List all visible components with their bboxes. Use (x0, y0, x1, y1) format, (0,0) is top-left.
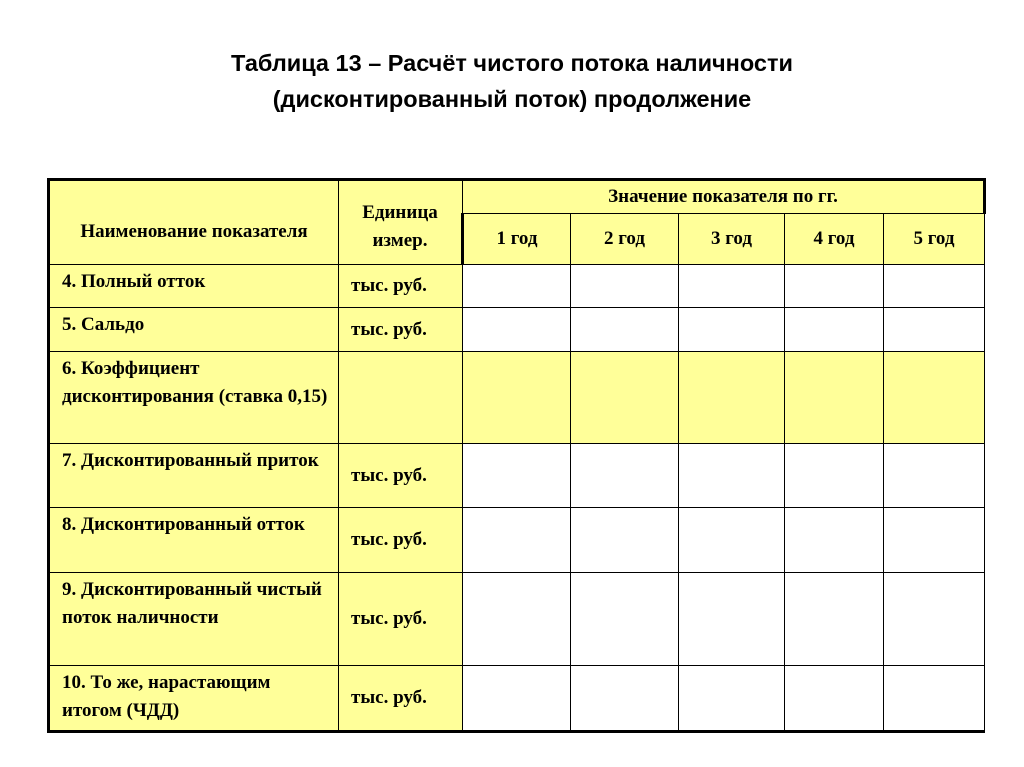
row-unit: тыс. руб. (339, 308, 463, 352)
header-unit-column: Единица измер. (339, 180, 463, 265)
row-unit: тыс. руб. (339, 666, 463, 732)
value-cell (679, 352, 785, 444)
header-year-3: 3 год (679, 214, 785, 265)
value-cell (785, 666, 884, 732)
value-cell (884, 444, 985, 508)
value-cell (884, 265, 985, 308)
table-row (49, 265, 985, 308)
value-cell (785, 508, 884, 573)
header-values-group: Значение показателя по гг. (463, 180, 985, 214)
row-name: 4. Полный отток (49, 265, 339, 308)
value-cell (463, 508, 571, 573)
table-row (49, 573, 985, 666)
value-cell (679, 573, 785, 666)
row-name: 5. Сальдо (49, 308, 339, 352)
row-unit: тыс. руб. (339, 573, 463, 666)
value-cell (463, 666, 571, 732)
title-line-2: (дисконтированный поток) продолжение (272, 86, 752, 112)
header-year-2: 2 год (571, 214, 679, 265)
value-cell (679, 265, 785, 308)
header-year-1: 1 год (463, 214, 571, 265)
value-cell (884, 666, 985, 732)
table-row (49, 352, 985, 444)
value-cell (785, 308, 884, 352)
value-cell (463, 265, 571, 308)
value-cell (884, 352, 985, 444)
header-year-4: 4 год (785, 214, 884, 265)
header-name-column: Наименование показателя (49, 180, 339, 265)
value-cell (571, 508, 679, 573)
value-cell (785, 444, 884, 508)
row-name: 7. Дисконтированный приток (49, 444, 339, 508)
row-name: 9. Дисконтированный чистый поток наличности (49, 573, 339, 666)
value-cell (884, 508, 985, 573)
row-name: 10. То же, нарастающим итогом (ЧДД) (49, 666, 339, 732)
value-cell (463, 444, 571, 508)
value-cell (785, 352, 884, 444)
value-cell (571, 666, 679, 732)
header-row-top (49, 180, 985, 214)
value-cell (679, 308, 785, 352)
value-cell (571, 573, 679, 666)
value-cell (463, 573, 571, 666)
value-cell (785, 573, 884, 666)
value-cell (571, 265, 679, 308)
value-cell (679, 666, 785, 732)
table-row (49, 308, 985, 352)
row-unit: тыс. руб. (339, 508, 463, 573)
cash-flow-table (47, 178, 986, 733)
table-row (49, 508, 985, 573)
value-cell (884, 308, 985, 352)
value-cell (679, 444, 785, 508)
row-unit (339, 352, 463, 444)
value-cell (571, 308, 679, 352)
row-unit: тыс. руб. (339, 444, 463, 508)
value-cell (463, 308, 571, 352)
value-cell (571, 352, 679, 444)
row-name: 8. Дисконтированный отток (49, 508, 339, 573)
title-line-1: Таблица 13 – Расчёт чистого потока наличности (231, 50, 793, 76)
value-cell (463, 352, 571, 444)
value-cell (884, 573, 985, 666)
value-cell (785, 265, 884, 308)
value-cell (571, 444, 679, 508)
row-unit: тыс. руб. (339, 265, 463, 308)
row-name: 6. Коэффициент дисконтирования (ставка 0,15) (49, 352, 339, 444)
table-row (49, 444, 985, 508)
header-year-5: 5 год (884, 214, 985, 265)
value-cell (679, 508, 785, 573)
page-title (0, 45, 1024, 117)
table-row (49, 666, 985, 732)
